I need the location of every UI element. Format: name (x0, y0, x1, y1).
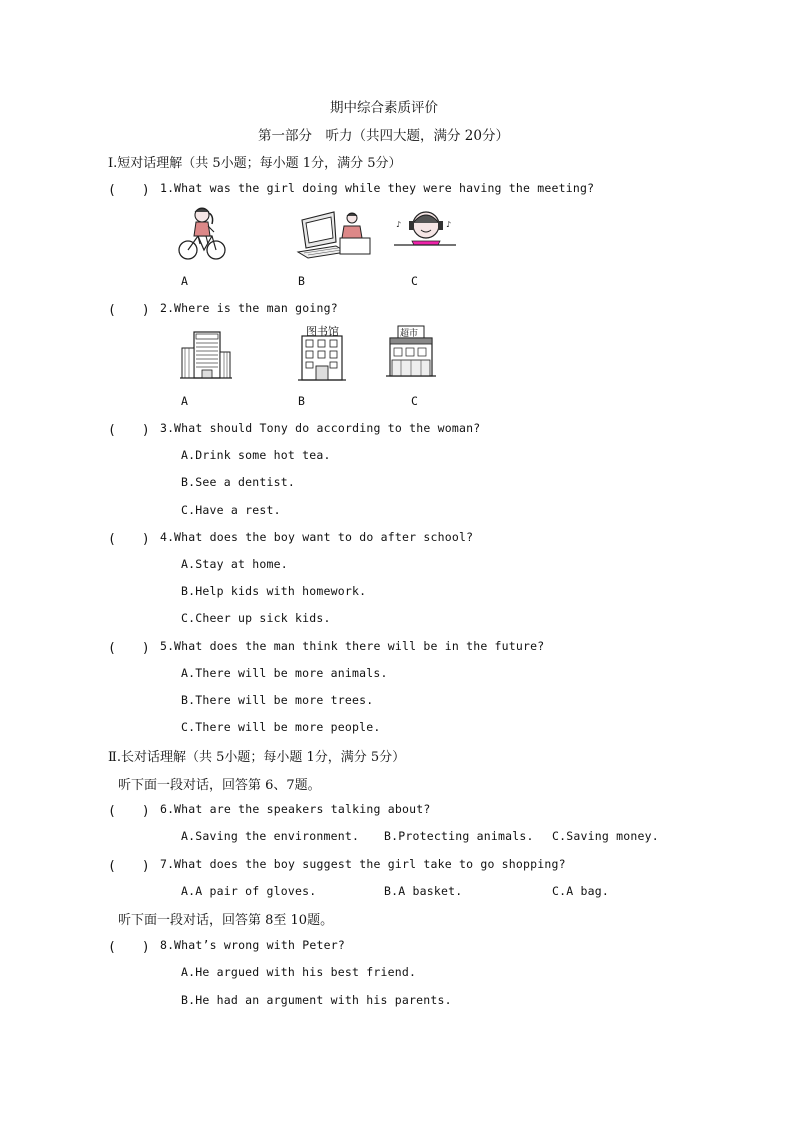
question-number: 7. (160, 857, 175, 871)
office-building-picture (180, 328, 232, 380)
answer-bracket[interactable]: ( ) (108, 859, 150, 874)
question-text: What does the man think there will be in the future? (174, 639, 545, 653)
supermarket-picture (386, 324, 436, 378)
picture-label-a: A (181, 394, 189, 408)
answer-bracket[interactable]: ( ) (108, 532, 150, 547)
question-number: 8. (160, 938, 175, 952)
page-title: 期中综合素质评价 (330, 100, 438, 116)
option-b: B.Help kids with homework. (181, 584, 367, 598)
question-text: Where is the man going? (174, 301, 338, 315)
question-number: 2. (160, 301, 175, 315)
answer-bracket[interactable]: ( ) (108, 303, 150, 318)
option-a: A.Stay at home. (181, 557, 288, 571)
question-number: 6. (160, 802, 175, 816)
option-c: C.A bag. (552, 884, 609, 898)
question-text: What was the girl doing while they were having the meeting? (174, 181, 595, 195)
library-sign-text: 图书馆 (306, 325, 339, 338)
option-b: B.Protecting animals. (384, 829, 534, 843)
library-picture (298, 322, 346, 382)
computer-picture (296, 208, 372, 262)
picture-label-c: C (411, 274, 419, 288)
option-c: C.Cheer up sick kids. (181, 611, 331, 625)
girl-listening-music-picture (394, 205, 456, 251)
question-number: 3. (160, 421, 175, 435)
supermarket-sign-text: 超市 (400, 329, 419, 339)
svg-text:♪: ♪ (396, 220, 402, 229)
dialogue-intro-2: 听下面一段对话，回答第 8至 10题。 (118, 913, 334, 928)
part-subtitle: 第一部分 听力（共四大题，满分 20分） (258, 128, 509, 144)
section-1-heading: Ⅰ.短对话理解（共 5小题；每小题 1分，满分 5分） (108, 156, 402, 171)
option-b: B.There will be more trees. (181, 693, 374, 707)
option-b: B.A basket. (384, 884, 463, 898)
answer-bracket[interactable]: ( ) (108, 183, 150, 198)
option-c: C.Have a rest. (181, 503, 281, 517)
answer-bracket[interactable]: ( ) (108, 804, 150, 819)
picture-label-b: B (298, 274, 306, 288)
picture-label-c: C (411, 394, 419, 408)
picture-label-a: A (181, 274, 189, 288)
question-text: What does the boy suggest the girl take to go shopping? (174, 857, 566, 871)
option-a: A.Drink some hot tea. (181, 448, 331, 462)
option-a: A.He argued with his best friend. (181, 965, 417, 979)
option-c: C.Saving money. (552, 829, 659, 843)
option-b: B.See a dentist. (181, 475, 295, 489)
question-number: 1. (160, 181, 175, 195)
answer-bracket[interactable]: ( ) (108, 940, 150, 955)
question-text: What’s wrong with Peter? (174, 938, 345, 952)
picture-label-b: B (298, 394, 306, 408)
option-c: C.There will be more people. (181, 720, 381, 734)
option-a: A.A pair of gloves. (181, 884, 317, 898)
option-a: A.Saving the environment. (181, 829, 360, 843)
question-number: 5. (160, 639, 175, 653)
question-text: What does the boy want to do after school? (174, 530, 474, 544)
answer-bracket[interactable]: ( ) (108, 423, 150, 438)
dialogue-intro-1: 听下面一段对话，回答第 6、7题。 (118, 778, 321, 793)
option-b: B.He had an argument with his parents. (181, 993, 452, 1007)
question-text: What are the speakers talking about? (174, 802, 431, 816)
question-number: 4. (160, 530, 175, 544)
girl-cycling-picture (178, 204, 226, 262)
svg-text:♪: ♪ (446, 220, 452, 229)
answer-bracket[interactable]: ( ) (108, 641, 150, 656)
question-text: What should Tony do according to the woman? (174, 421, 481, 435)
section-2-heading: Ⅱ.长对话理解（共 5小题；每小题 1分，满分 5分） (108, 750, 406, 765)
option-a: A.There will be more animals. (181, 666, 388, 680)
